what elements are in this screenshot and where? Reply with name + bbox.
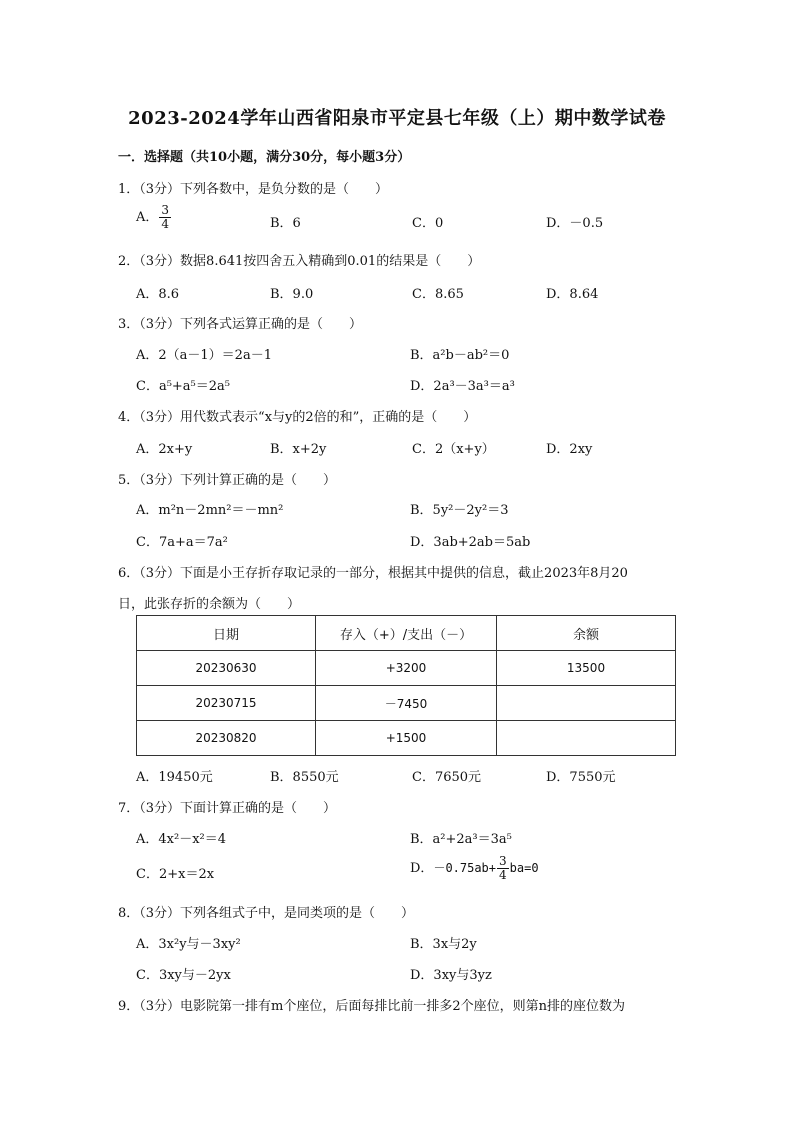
fraction-numerator: 3 (161, 203, 170, 217)
question-7-option-d (410, 855, 539, 882)
table-row (137, 651, 676, 686)
table-cell-amount: +1500 (316, 721, 497, 756)
table-header-amount: 存入（+）/支出（－） (316, 616, 497, 651)
question-8-option-c: C．3xy与－2yx (136, 968, 231, 983)
question-4-stem: 4．（3分）用代数式表示“x与y的2倍的和”，正确的是（ ） (118, 410, 477, 425)
passbook-table (136, 615, 676, 756)
question-9-stem: 9．（3分）电影院第一排有m个座位，后面每排比前一排多2个座位，则第n排的座位数为 (118, 999, 626, 1014)
question-7-option-a: A．4x²－x²＝4 (136, 832, 227, 847)
question-8-option-b: B．3x与2y (410, 937, 477, 952)
question-8-stem: 8．（3分）下列各组式子中，是同类项的是（ ） (118, 906, 415, 921)
question-7-option-c: C．2+x＝2x (136, 867, 215, 882)
question-5-option-b: B．5y²－2y²＝3 (410, 503, 509, 518)
table-cell-amount: －7450 (316, 686, 497, 721)
table-cell-balance (497, 686, 676, 721)
question-3-option-c: C．a⁵+a⁵＝2a⁵ (136, 379, 230, 394)
question-8-option-a: A．3x²y与－3xy² (136, 937, 241, 952)
table-cell-date: 20230820 (137, 721, 316, 756)
table-header-balance: 余额 (497, 616, 676, 651)
question-1-option-c: C．0 (412, 216, 444, 231)
table-header-row (137, 616, 676, 651)
question-5-option-c: C．7a+a＝7a² (136, 535, 228, 550)
question-2-option-b: B．9.0 (270, 287, 314, 302)
fraction (497, 855, 509, 882)
fraction-denominator: 4 (161, 217, 170, 231)
question-6-option-b: B．8550元 (270, 770, 339, 785)
question-1-option-b: B．6 (270, 216, 301, 231)
question-2-option-d: D．8.64 (546, 287, 599, 302)
exam-title: 2023-2024学年山西省阳泉市平定县七年级（上）期中数学试卷 (128, 108, 666, 129)
question-5-option-d: D．3ab+2ab＝5ab (410, 535, 531, 550)
option-label: D． (410, 861, 434, 876)
table-cell-amount: +3200 (316, 651, 497, 686)
table-cell-balance (497, 721, 676, 756)
question-5-option-a: A．m²n－2mn²＝－mn² (136, 503, 284, 518)
table-cell-balance: 13500 (497, 651, 676, 686)
question-6-stem-line-2: 日，此张存折的余额为（ ） (118, 597, 301, 612)
question-3-stem: 3．（3分）下列各式运算正确的是（ ） (118, 317, 363, 332)
table-row (137, 721, 676, 756)
question-7-option-b: B．a²+2a³＝3a⁵ (410, 832, 512, 847)
question-4-option-b: B．x+2y (270, 442, 327, 457)
question-6-option-d: D．7550元 (546, 770, 616, 785)
question-3-option-d: D．2a³－3a³＝a³ (410, 379, 515, 394)
question-4-option-d: D．2xy (546, 442, 593, 457)
question-5-stem: 5．（3分）下列计算正确的是（ ） (118, 473, 337, 488)
question-6-option-c: C．7650元 (412, 770, 482, 785)
question-8-option-d: D．3xy与3yz (410, 968, 492, 983)
question-6-stem-line-1: 6．（3分）下面是小王存折存取记录的一部分，根据其中提供的信息，截止2023年8月20 (118, 566, 628, 581)
question-2-option-c: C．8.65 (412, 287, 464, 302)
question-4-option-a: A．2x+y (136, 442, 193, 457)
table-cell-date: 20230715 (137, 686, 316, 721)
table-header-date: 日期 (137, 616, 316, 651)
table-cell-date: 20230630 (137, 651, 316, 686)
fraction (159, 204, 171, 231)
section-heading: 一．选择题（共10小题，满分30分，每小题3分） (118, 150, 411, 165)
question-1-option-d: D．－0.5 (546, 216, 604, 231)
question-2-stem: 2．（3分）数据8.641按四舍五入精确到0.01的结果是（ ） (118, 254, 481, 269)
option-label: A． (136, 210, 159, 225)
expression-part: －0.75ab+ (433, 861, 497, 875)
table-row (137, 686, 676, 721)
fraction-numerator: 3 (499, 854, 507, 868)
question-3-option-a: A．2（a－1）＝2a－1 (136, 348, 272, 363)
question-1-option-a (136, 204, 172, 231)
expression-part: ba=0 (509, 861, 539, 875)
question-1-stem: 1．（3分）下列各数中，是负分数的是（ ） (118, 182, 389, 197)
question-3-option-b: B．a²b－ab²＝0 (410, 348, 510, 363)
question-6-option-a: A．19450元 (136, 770, 213, 785)
question-4-option-c: C．2（x+y） (412, 442, 495, 457)
fraction-denominator: 4 (499, 868, 507, 882)
question-7-stem: 7．（3分）下面计算正确的是（ ） (118, 801, 337, 816)
question-2-option-a: A．8.6 (136, 287, 180, 302)
